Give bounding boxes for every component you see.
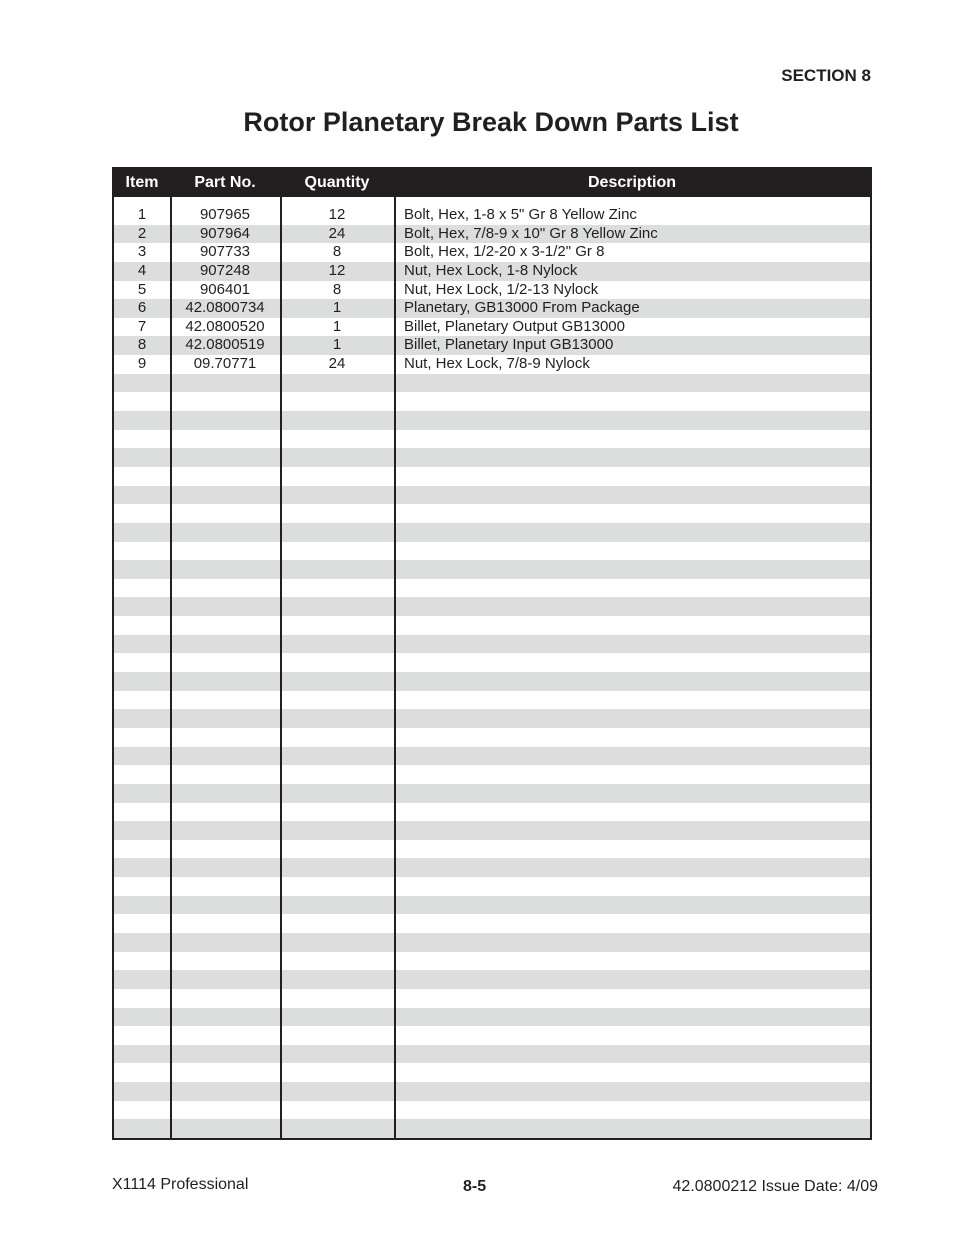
cell-description: Billet, Planetary Output GB13000 <box>404 317 625 335</box>
cell-item: 5 <box>137 280 147 298</box>
table-row <box>114 803 870 822</box>
cell-quantity: 1 <box>332 299 342 317</box>
column-header-quantity: Quantity <box>304 174 370 191</box>
cell-quantity: 12 <box>328 261 346 279</box>
cell-quantity: 1 <box>332 336 342 354</box>
cell-quantity: 12 <box>328 206 346 223</box>
cell-quantity: 24 <box>328 224 346 242</box>
column-header-part-no: Part No. <box>194 174 256 191</box>
section-label: SECTION 8 <box>781 66 871 85</box>
table-row <box>114 784 870 803</box>
table-row <box>114 597 870 616</box>
table-row <box>114 821 870 840</box>
table-row <box>114 374 870 393</box>
table-row <box>114 709 870 728</box>
footer-issue-info: 42.0800212 Issue Date: 4/09 <box>672 1178 878 1195</box>
cell-part-no: 906401 <box>199 280 251 298</box>
cell-part-no: 09.70771 <box>193 355 257 373</box>
table-row <box>114 1101 870 1120</box>
column-divider <box>170 197 172 1138</box>
cell-part-no: 42.0800520 <box>185 317 265 335</box>
table-row <box>114 523 870 542</box>
table-row <box>114 1082 870 1101</box>
table-row <box>114 318 870 337</box>
cell-part-no: 907964 <box>199 224 251 242</box>
column-divider <box>280 197 282 1138</box>
table-row <box>114 765 870 784</box>
table-row <box>114 560 870 579</box>
cell-item: 2 <box>137 224 147 242</box>
cell-part-no: 42.0800519 <box>185 336 265 354</box>
cell-description: Bolt, Hex, 7/8-9 x 10" Gr 8 Yellow Zinc <box>404 224 658 242</box>
column-header-description: Description <box>587 174 676 191</box>
table-header <box>114 169 870 197</box>
table-row <box>114 728 870 747</box>
cell-item: 8 <box>137 336 147 354</box>
table-row <box>114 486 870 505</box>
cell-description: Nut, Hex Lock, 1/2-13 Nylock <box>404 280 599 298</box>
table-body <box>114 206 870 1138</box>
table-row <box>114 1026 870 1045</box>
table-row <box>114 243 870 262</box>
table-row <box>114 411 870 430</box>
cell-quantity: 1 <box>332 317 342 335</box>
table-row <box>114 262 870 281</box>
cell-description: Bolt, Hex, 1-8 x 5" Gr 8 Yellow Zinc <box>404 206 637 223</box>
table-row <box>114 970 870 989</box>
cell-item: 1 <box>137 206 147 223</box>
cell-item: 3 <box>137 243 147 261</box>
table-row <box>114 448 870 467</box>
table-row <box>114 392 870 411</box>
table-row <box>114 504 870 523</box>
footer-model: X1114 Professional <box>112 1176 249 1193</box>
table-row <box>114 206 870 225</box>
table-row <box>114 840 870 859</box>
column-divider <box>394 197 396 1138</box>
table-row <box>114 896 870 915</box>
table-row <box>114 1045 870 1064</box>
cell-description: Bolt, Hex, 1/2-20 x 3-1/2" Gr 8 <box>404 243 605 261</box>
table-row <box>114 691 870 710</box>
cell-part-no: 907248 <box>199 261 251 279</box>
cell-item: 7 <box>137 317 147 335</box>
table-row <box>114 579 870 598</box>
table-row <box>114 747 870 766</box>
cell-quantity: 24 <box>328 355 346 373</box>
table-row <box>114 336 870 355</box>
cell-part-no: 907733 <box>199 243 251 261</box>
cell-quantity: 8 <box>332 280 342 298</box>
table-row <box>114 281 870 300</box>
table-row <box>114 914 870 933</box>
table-row <box>114 877 870 896</box>
cell-item: 4 <box>137 261 147 279</box>
table-row <box>114 467 870 486</box>
cell-description: Nut, Hex Lock, 1-8 Nylock <box>404 261 578 279</box>
table-row <box>114 616 870 635</box>
table-row <box>114 1119 870 1138</box>
table-row <box>114 430 870 449</box>
cell-quantity: 8 <box>332 243 342 261</box>
table-row <box>114 933 870 952</box>
page-title: Rotor Planetary Break Down Parts List <box>243 107 739 137</box>
table-row <box>114 225 870 244</box>
cell-part-no: 907965 <box>199 206 251 223</box>
parts-table <box>112 167 872 1140</box>
cell-item: 9 <box>137 355 147 373</box>
table-row <box>114 858 870 877</box>
cell-description: Billet, Planetary Input GB13000 <box>404 336 614 354</box>
table-row <box>114 542 870 561</box>
cell-description: Planetary, GB13000 From Package <box>404 299 640 317</box>
cell-item: 6 <box>137 299 147 317</box>
table-row <box>114 672 870 691</box>
table-row <box>114 989 870 1008</box>
column-header-item: Item <box>125 174 159 191</box>
table-row <box>114 1063 870 1082</box>
table-row <box>114 952 870 971</box>
table-row <box>114 1008 870 1027</box>
table-row <box>114 355 870 374</box>
footer-page-number: 8-5 <box>463 1178 487 1195</box>
table-row <box>114 635 870 654</box>
table-row <box>114 299 870 318</box>
cell-description: Nut, Hex Lock, 7/8-9 Nylock <box>404 355 590 373</box>
cell-part-no: 42.0800734 <box>185 299 265 317</box>
table-row <box>114 653 870 672</box>
